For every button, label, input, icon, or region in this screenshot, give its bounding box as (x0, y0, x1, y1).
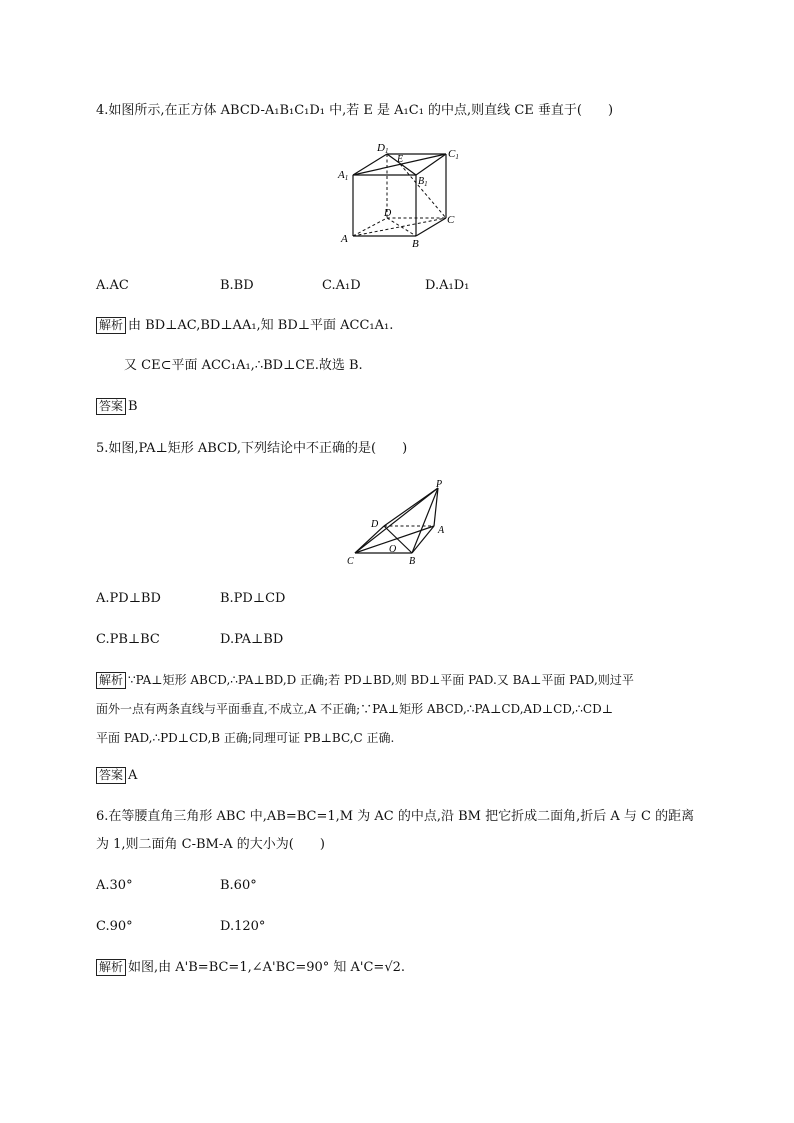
q5-answer-line (96, 767, 137, 785)
q5-analysis-line-1 (96, 671, 634, 689)
analysis-tag: 解析 (96, 672, 126, 689)
q5-analysis-text-1: ∵PA⊥矩形 ABCD,∴PA⊥BD,D 正确;若 PD⊥BD,则 BD⊥平面 PAD.又 BA⊥平面 PAD,则过平 (128, 673, 634, 687)
label-A: A (438, 525, 445, 536)
q4-stem: 4.如图所示,在正方体 ABCD-A₁B₁C₁D₁ 中,若 E 是 A₁C₁ 的中点,则直线 CE 垂直于( ) (96, 103, 614, 118)
answer-tag: 答案 (96, 398, 126, 415)
label-P: P (436, 479, 443, 490)
label-D: D (384, 208, 392, 219)
q5-analysis-line-2: 面外一点有两条直线与平面垂直,不成立,A 不正确;∵PA⊥矩形 ABCD,∴PA⊥CD,AD⊥CD,∴CD⊥ (96, 702, 614, 716)
q5-analysis-line-3: 平面 PAD,∴PD⊥CD,B 正确;同理可证 PB⊥BC,C 正确. (96, 731, 395, 745)
q4-option-a: A.AC (96, 278, 129, 293)
label-A: A (341, 233, 348, 245)
q4-analysis-text-1: 由 BD⊥AC,BD⊥AA₁,知 BD⊥平面 ACC₁A₁. (128, 318, 394, 333)
q5-option-a: A.PD⊥BD (96, 591, 161, 606)
label-B1: $B_1$ (418, 176, 428, 188)
q5-option-c: C.PB⊥BC (96, 632, 160, 647)
label-B: B (409, 556, 416, 567)
q4-option-d: D.A₁D₁ (425, 278, 470, 293)
q5-answer: A (128, 768, 138, 783)
q4-option-c: C.A₁D (322, 278, 361, 293)
label-A1: A1 (338, 169, 349, 182)
q6-option-a: A.30° (96, 878, 133, 893)
q4-option-b: B.BD (220, 278, 254, 293)
q6-option-b: B.60° (220, 878, 257, 893)
q6-stem-line-1: 6.在等腰直角三角形 ABC 中,AB=BC=1,M 为 AC 的中点,沿 BM 把它折成二面角,折后 A 与 C 的距离 (96, 809, 695, 824)
label-B: B (412, 238, 419, 250)
label-C: C (447, 214, 455, 226)
pyramid-figure (340, 478, 460, 570)
q5-option-b: B.PD⊥CD (220, 591, 286, 606)
q6-stem-line-2: 为 1,则二面角 C-BM-A 的大小为( ) (96, 837, 325, 852)
q5-option-d: D.PA⊥BD (220, 632, 284, 647)
cube-figure (330, 140, 470, 252)
label-C1: C1 (448, 148, 459, 161)
answer-tag: 答案 (96, 767, 126, 784)
q5-stem: 5.如图,PA⊥矩形 ABCD,下列结论中不正确的是( ) (96, 441, 408, 456)
label-E: E (397, 154, 404, 165)
q6-option-d: D.120° (220, 919, 266, 934)
analysis-tag: 解析 (96, 317, 126, 334)
label-O: O (389, 544, 397, 555)
q6-option-c: C.90° (96, 919, 133, 934)
q4-answer: B (128, 399, 138, 414)
q4-analysis-line-1 (96, 317, 393, 335)
label-D1: D1 (377, 142, 389, 155)
q6-analysis-line-1 (96, 959, 405, 977)
label-C: C (347, 556, 354, 567)
q4-analysis-line-2: 又 CE⊂平面 ACC₁A₁,∴BD⊥CE.故选 B. (124, 358, 363, 373)
label-D: D (371, 519, 379, 530)
q6-analysis-text-1: 如图,由 A'B=BC=1,∠A'BC=90° 知 A'C=√2. (128, 960, 406, 975)
q4-answer-line (96, 398, 138, 416)
analysis-tag: 解析 (96, 959, 126, 976)
